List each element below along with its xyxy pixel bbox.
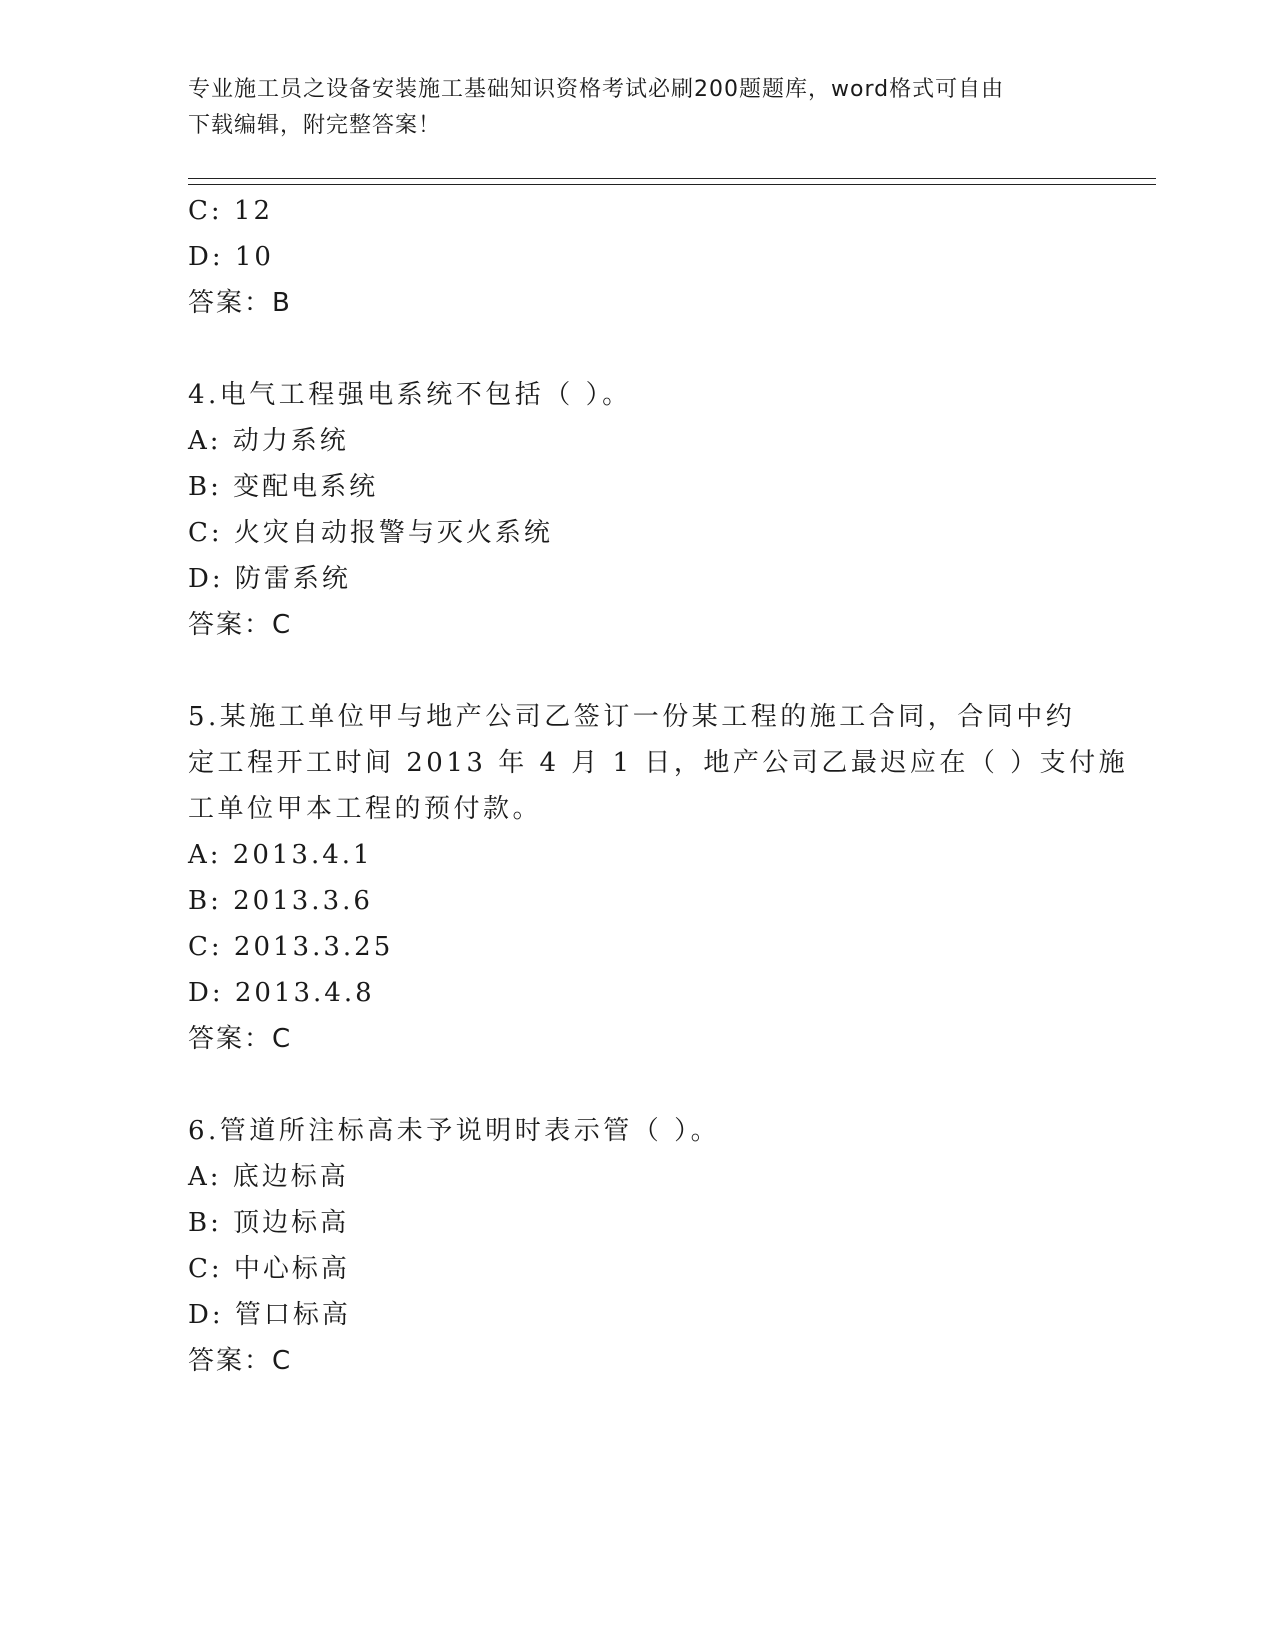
header-divider-bottom: [188, 184, 1156, 185]
question-4: [188, 372, 1088, 648]
question-5: [188, 694, 1129, 1062]
option-c: C: 中心标高: [188, 1254, 350, 1284]
option-b: B: 顶边标高: [188, 1208, 350, 1238]
header-divider-top: [188, 178, 1156, 179]
option-c: C: 2013.3.25: [188, 932, 394, 962]
option-c: C: 12: [188, 196, 274, 226]
header-title-line-1: 专业施工员之设备安装施工基础知识资格考试必刷200题题库，word格式可自由: [188, 77, 1005, 102]
option-d: D: 管口标高: [188, 1300, 351, 1330]
document-header: [188, 72, 1088, 144]
answer-line: 答案：C: [188, 610, 293, 640]
option-d: D: 防雷系统: [188, 564, 351, 594]
option-b: B: 变配电系统: [188, 472, 379, 502]
question-text-line-3: 工单位甲本工程的预付款。: [188, 794, 543, 824]
question-text-line-1: 5.某施工单位甲与地产公司乙签订一份某工程的施工合同，合同中约: [188, 702, 1076, 732]
option-a: A: 动力系统: [188, 426, 349, 456]
option-a: A: 2013.4.1: [188, 840, 373, 870]
option-a: A: 底边标高: [188, 1162, 349, 1192]
answer-line: 答案：C: [188, 1024, 293, 1054]
question-spacer: [188, 648, 1088, 694]
question-spacer: [188, 326, 1088, 372]
question-3-continued: [188, 188, 1088, 326]
question-text-line-2: 定工程开工时间 2013 年 4 月 1 日，地产公司乙最迟应在（ ）支付施: [188, 748, 1129, 778]
question-spacer: [188, 1062, 1088, 1108]
question-text: 6.管道所注标高未予说明时表示管（ ）。: [188, 1116, 721, 1146]
question-6: [188, 1108, 1088, 1384]
answer-line: 答案：B: [188, 288, 292, 318]
option-c: C: 火灾自动报警与灭火系统: [188, 518, 553, 548]
option-d: D: 2013.4.8: [188, 978, 375, 1008]
option-b: B: 2013.3.6: [188, 886, 373, 916]
question-text: 4.电气工程强电系统不包括（ ）。: [188, 380, 632, 410]
header-title-line-2: 下载编辑，附完整答案！: [188, 113, 442, 138]
answer-line: 答案：C: [188, 1346, 293, 1376]
question-content: [188, 188, 1129, 1384]
option-d: D: 10: [188, 242, 274, 272]
